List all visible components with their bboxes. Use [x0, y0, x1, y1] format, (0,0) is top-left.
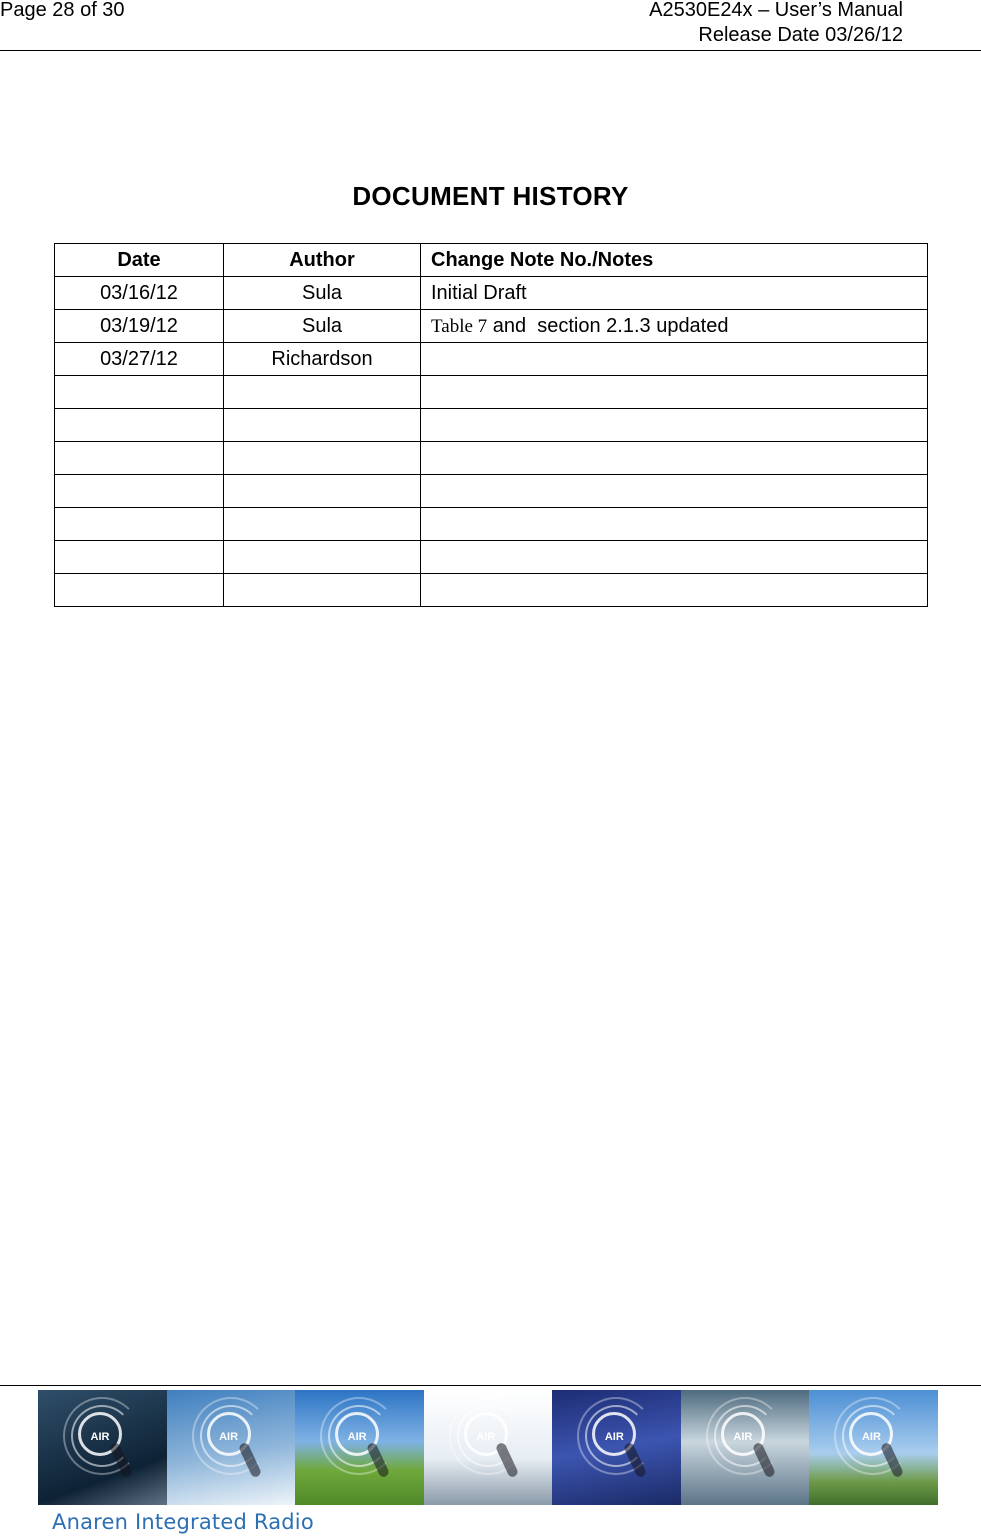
empty-cell [224, 442, 421, 475]
empty-cell [421, 442, 928, 475]
page-header-left [0, 0, 125, 22]
table-row [55, 343, 928, 376]
air-logo-icon: AIR [592, 1412, 636, 1456]
empty-cell [421, 574, 928, 607]
cell-date: 03/16/12 [55, 277, 224, 310]
header-author: Author [224, 244, 421, 277]
notes-text: and section 2.1.3 updated [487, 314, 729, 337]
empty-row [55, 376, 928, 409]
banner-photo-kayaker [681, 1390, 810, 1505]
page-number: Page 28 of 30 [0, 0, 125, 21]
air-logo-icon: AIR [335, 1412, 379, 1456]
empty-row [55, 574, 928, 607]
document-name: A2530E24x – User’s Manual [649, 0, 903, 21]
header-notes: Change Note No./Notes [421, 244, 928, 277]
air-logo-icon: AIR [849, 1412, 893, 1456]
cell-author: Sula [224, 277, 421, 310]
empty-cell [224, 574, 421, 607]
empty-row [55, 409, 928, 442]
cell-notes [421, 343, 928, 376]
table-reference-link[interactable]: Table 7 [431, 315, 488, 337]
footer-rule [0, 1385, 981, 1386]
footer-banner [38, 1390, 938, 1505]
air-logo-icon: AIR [464, 1412, 508, 1456]
banner-photo-windsurfer [552, 1390, 681, 1505]
banner-photo-snowboarder [424, 1390, 553, 1505]
header-rule [0, 50, 981, 51]
empty-cell [421, 508, 928, 541]
table-row [55, 310, 928, 343]
cell-author: Richardson [224, 343, 421, 376]
air-logo-icon: AIR [721, 1412, 765, 1456]
page-header-right [649, 0, 903, 48]
empty-cell [224, 409, 421, 442]
page-title: DOCUMENT HISTORY [352, 181, 629, 211]
empty-cell [55, 409, 224, 442]
table-header-row [55, 244, 928, 277]
cell-notes: Initial Draft [421, 277, 928, 310]
banner-photo-skier [167, 1390, 296, 1505]
cell-author: Sula [224, 310, 421, 343]
empty-cell [224, 541, 421, 574]
cell-notes [421, 310, 928, 343]
empty-cell [421, 376, 928, 409]
empty-row [55, 475, 928, 508]
empty-cell [55, 574, 224, 607]
empty-cell [421, 541, 928, 574]
empty-cell [55, 475, 224, 508]
air-logo-icon: AIR [78, 1412, 122, 1456]
empty-cell [421, 409, 928, 442]
table-row [55, 277, 928, 310]
cell-date: 03/27/12 [55, 343, 224, 376]
banner-photo-skater [38, 1390, 167, 1505]
document-history-table [54, 243, 928, 607]
brand-logo-text: Anaren Integrated Radio [52, 1510, 314, 1534]
empty-cell [55, 442, 224, 475]
empty-cell [224, 508, 421, 541]
banner-photo-jumper [809, 1390, 938, 1505]
empty-row [55, 508, 928, 541]
empty-cell [224, 376, 421, 409]
empty-cell [55, 376, 224, 409]
banner-photo-cyclist [295, 1390, 424, 1505]
empty-row [55, 541, 928, 574]
empty-cell [55, 541, 224, 574]
empty-cell [224, 475, 421, 508]
release-date: Release Date 03/26/12 [698, 24, 903, 46]
header-date: Date [55, 244, 224, 277]
cell-date: 03/19/12 [55, 310, 224, 343]
empty-row [55, 442, 928, 475]
empty-cell [421, 475, 928, 508]
air-logo-icon: AIR [207, 1412, 251, 1456]
empty-cell [55, 508, 224, 541]
